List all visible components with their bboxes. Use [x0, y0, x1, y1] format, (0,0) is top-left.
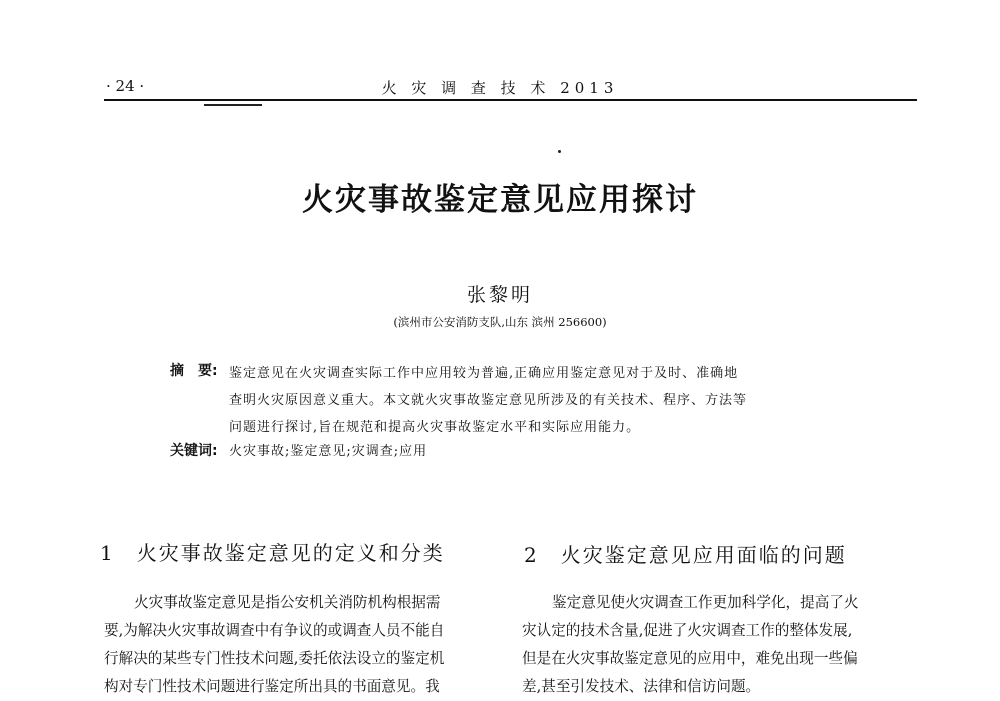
body-line: 差,甚至引发技术、法律和信访问题。 — [522, 678, 761, 695]
section-2-body — [522, 589, 920, 701]
keywords-label: 关键词: — [170, 443, 218, 459]
page-number: · 24 · — [106, 77, 145, 95]
header-rule — [104, 99, 917, 101]
section-1-heading: 1 火灾事故鉴定意见的定义和分类 — [100, 541, 445, 565]
abstract-line: 问题进行探讨,旨在规范和提高火灾事故鉴定水平和实际应用能力。 — [229, 420, 641, 435]
abstract-label: 摘 要: — [170, 363, 218, 379]
body-line: 鉴定意见使火灾调查工作更加科学化，提高了火 — [552, 594, 859, 611]
body-line: 要,为解决火灾事故调查中有争议的或调查人员不能自 — [104, 622, 445, 639]
body-line: 火灾事故鉴定意见是指公安机关消防机构根据需 — [134, 594, 441, 611]
header-rule-accent — [204, 104, 262, 106]
author-affiliation: (滨州市公安消防支队,山东 滨州 256600) — [393, 315, 607, 329]
decorative-dot — [558, 150, 561, 153]
body-line: 行解决的某些专门性技术问题,委托依法设立的鉴定机 — [104, 650, 445, 667]
keywords-text: 火灾事故;鉴定意见;灾调查;应用 — [229, 444, 428, 459]
abstract-line: 查明火灾原因意义重大。本文就火灾事故鉴定意见所涉及的有关技术、程序、方法等 — [229, 393, 748, 408]
section-1-body — [104, 589, 496, 701]
body-line: 但是在火灾事故鉴定意见的应用中，难免出现一些偏 — [522, 650, 858, 667]
abstract-line: 鉴定意见在火灾调查实际工作中应用较为普遍,正确应用鉴定意见对于及时、准确地 — [229, 366, 739, 381]
body-line: 构对专门性技术问题进行鉴定所出具的书面意见。我 — [104, 678, 440, 695]
journal-header: 火 灾 调 查 技 术 2013 — [381, 79, 619, 97]
author-name: 张黎明 — [466, 284, 533, 306]
abstract-text — [229, 360, 849, 441]
article-title: 火灾事故鉴定意见应用探讨 — [302, 182, 698, 218]
body-line: 灾认定的技术含量,促进了火灾调查工作的整体发展, — [522, 622, 853, 639]
section-2-heading: 2 火灾鉴定意见应用面临的问题 — [524, 543, 847, 567]
